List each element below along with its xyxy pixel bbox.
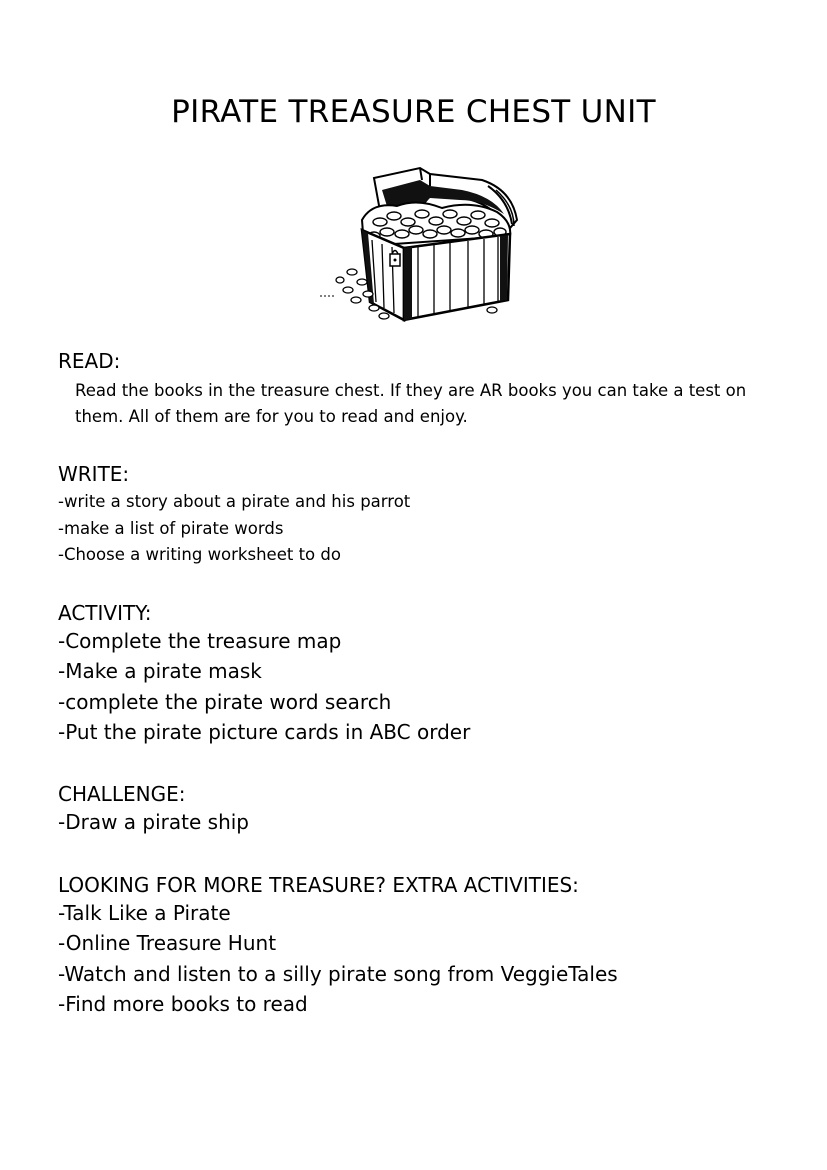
activity-section [58, 600, 470, 747]
list-item: -make a list of pirate words [58, 518, 284, 538]
write-section [58, 461, 410, 569]
activity-heading: ACTIVITY: [58, 601, 152, 625]
list-item: -Choose a writing worksheet to do [58, 545, 341, 564]
extra-list [58, 898, 618, 1019]
list-item: -Make a pirate mask [58, 659, 262, 684]
list-item: -Online Treasure Hunt [58, 931, 277, 956]
page-title: PIRATE TREASURE CHEST UNIT [171, 94, 656, 130]
read-text: Read the books in the treasure chest. If they are AR books you can take a test on them. All of them are for you to read and enjoy. [75, 381, 747, 426]
write-heading: WRITE: [58, 462, 130, 486]
challenge-section [58, 781, 249, 837]
treasure-chest-illustration [312, 150, 532, 345]
list-item: -Put the pirate picture cards in ABC order [58, 719, 471, 744]
extra-section [58, 872, 618, 1019]
read-heading: READ: [58, 349, 121, 373]
challenge-heading: CHALLENGE: [58, 782, 186, 806]
challenge-list [58, 807, 249, 837]
list-item: -Talk Like a Pirate [58, 901, 231, 925]
write-list [58, 489, 410, 569]
list-item: -write a story about a pirate and his parrot [58, 492, 411, 511]
extra-heading: LOOKING FOR MORE TREASURE? EXTRA ACTIVITIES: [58, 873, 579, 897]
activity-list [58, 626, 470, 747]
read-section [58, 348, 790, 430]
list-item: -complete the pirate word search [58, 689, 392, 714]
list-item: -Complete the treasure map [58, 629, 342, 653]
list-item: -Draw a pirate ship [58, 810, 250, 834]
list-item: -Watch and listen to a silly pirate song from VeggieTales [58, 961, 618, 986]
list-item: -Find more books to read [58, 991, 308, 1016]
